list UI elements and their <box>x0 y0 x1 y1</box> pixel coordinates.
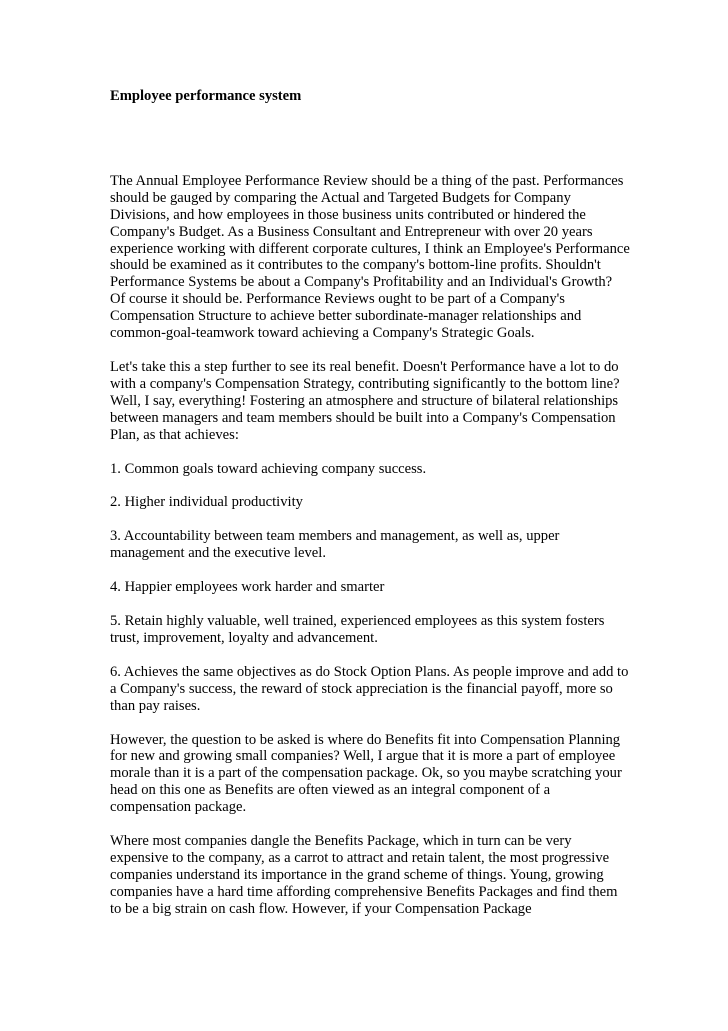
document-page <box>110 88 630 935</box>
paragraph-benefits-question: However, the question to be asked is where do Benefits fit into Compensation Planning for new and growing small companies? Well, I argue that it is more a part of employee morale than it is a part of the compensation package. Ok, so you maybe scratching your head on this one as Benefits are often viewed as an integral component of a compensation package. <box>110 731 622 816</box>
paragraph-intro: The Annual Employee Performance Review should be a thing of the past. Performances should be gauged by comparing the Actual and Targeted Budgets for Company Divisions, and how employees in those business units contributed or hindered the Company's Budget. As a Business Consultant and Entrepreneur with over 20 years experience working with different corporate cultures, I think an Employee's Performance should be examined as it contributes to the company's bottom-line profits. Shouldn't Performance Systems be about a Company's Profitability and an Individual's Growth? Of course it should be. Performance Reviews ought to be part of a Company's Compensation Structure to achieve better subordinate-manager relationships and common-goal-teamwork toward achieving a Company's Strategic Goals. <box>110 172 630 342</box>
list-item-2: 2. Higher individual productivity <box>110 494 303 511</box>
list-item-1: 1. Common goals toward achieving company success. <box>110 460 427 477</box>
paragraph-benefits-package: Where most companies dangle the Benefits Package, which in turn can be very expensive to the company, as a carrot to attract and retain talent, the most progressive companies understand its importance in the grand scheme of things. Young, growing companies have a hard time affording comprehensive Benefits Packages and find them to be a big strain on cash flow. However, if your Compensation Package <box>110 833 618 917</box>
list-item-6: 6. Achieves the same objectives as do Stock Option Plans. As people improve and add to a Company's success, the reward of stock appreciation is the financial payoff, more so than pay raises. <box>110 663 629 714</box>
document-title: Employee performance system <box>110 88 302 104</box>
list-item-3: 3. Accountability between team members and management, as well as, upper management and the executive level. <box>110 528 560 562</box>
paragraph-benefit: Let's take this a step further to see its real benefit. Doesn't Performance have a lot to do with a company's Compensation Strategy, contributing significantly to the bottom line? Well, I say, everything! Fostering an atmosphere and structure of bilateral relationships between managers and team members should be built into a Company's Compensation Plan, as that achieves: <box>110 358 620 443</box>
list-item-4: 4. Happier employees work harder and smarter <box>110 579 385 596</box>
document-body <box>110 173 630 918</box>
list-item-5: 5. Retain highly valuable, well trained, experienced employees as this system fosters trust, improvement, loyalty and advancement. <box>110 613 605 646</box>
